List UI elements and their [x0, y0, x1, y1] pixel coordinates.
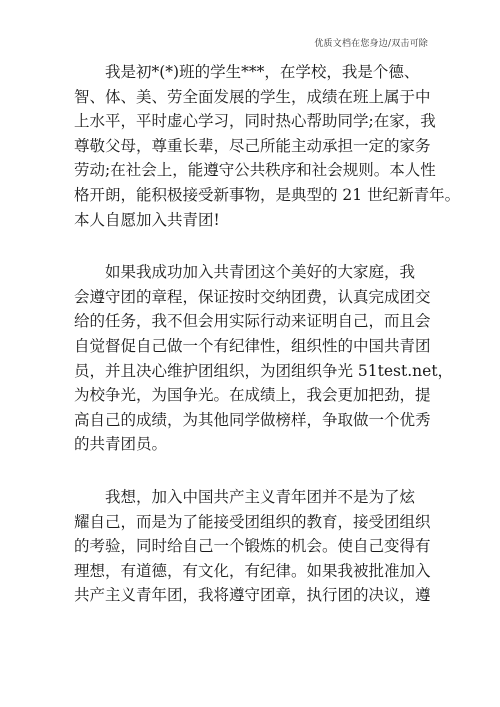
document-body — [74, 60, 461, 608]
text-line: 上水平，平时虚心学习，同时热心帮助同学;在家，我 — [74, 112, 436, 131]
text-line: 的共青团员。 — [74, 435, 168, 454]
text-line: 共产主义青年团，我将遵守团章，执行团的决议，遵 — [74, 586, 431, 605]
text-line: 的考验，同时给自己一个锻炼的机会。使自己变得有 — [74, 537, 431, 556]
text-line: 本人自愿加入共青团! — [74, 210, 220, 229]
text-line: 如果我成功加入共青团这个美好的大家庭，我 — [105, 263, 416, 282]
text-line: 高自己的成绩，为其他同学做榜样，争取做一个优秀 — [74, 410, 431, 429]
text-line: 我是初*(*)班的学生***，在学校，我是个德、 — [105, 63, 420, 81]
paragraph-1 — [74, 60, 461, 232]
text-line: 耀自己，而是为了能接受团组织的教育，接受团组织 — [74, 512, 431, 531]
text-line: 员，并且决心维护团组织，为团组织争光 51test.net， — [74, 361, 454, 380]
text-line: 格开朗，能积极接受新事物，是典型的 21 世纪新青年。 — [74, 185, 461, 204]
text-line: 理想，有道德，有文化，有纪律。如果我被批准加入 — [74, 561, 431, 580]
text-line: 劳动;在社会上，能遵守公共秩序和社会规则。本人性 — [74, 161, 436, 180]
page-header: 优质文档在您身边/双击可除 — [314, 39, 428, 49]
text-line: 给的任务，我不但会用实际行动来证明自己，而且会 — [74, 312, 431, 331]
text-line: 智、体、美、劳全面发展的学生，成绩在班上属于中 — [74, 87, 431, 106]
text-line: 尊敬父母，尊重长辈，尽己所能主动承担一定的家务 — [74, 136, 431, 155]
paragraph-gap — [74, 232, 430, 260]
text-line: 为校争光，为国争光。在成绩上，我会更加把劲，提 — [74, 386, 431, 405]
text-line: 我想，加入中国共产主义青年团并不是为了炫 — [105, 487, 416, 506]
text-line: 会遵守团的章程，保证按时交纳团费，认真完成团交 — [74, 287, 431, 306]
paragraph-gap — [74, 457, 430, 485]
paragraph-3 — [74, 485, 430, 608]
paragraph-2 — [74, 260, 454, 457]
text-line: 自觉督促自己做一个有纪律性，组织性的中国共青团 — [74, 336, 431, 355]
